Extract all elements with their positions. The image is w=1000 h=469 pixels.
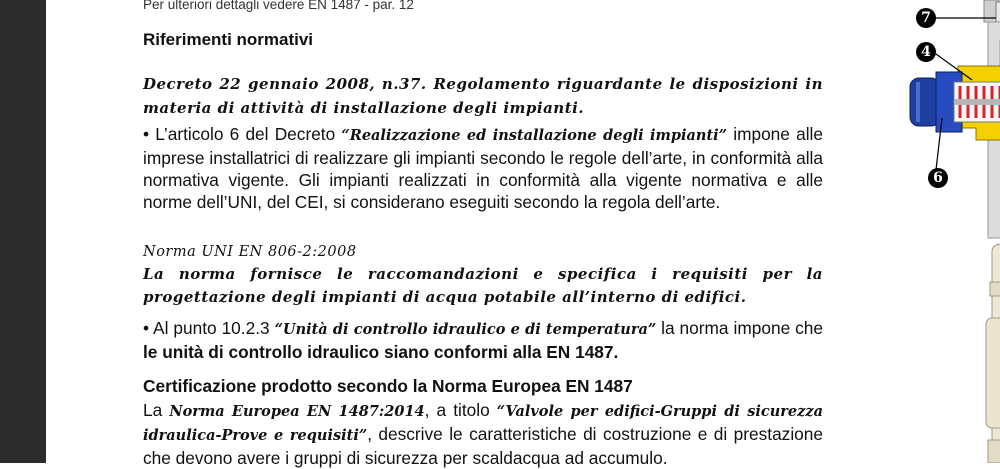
viewer-sidebar	[0, 0, 46, 463]
point-paragraph	[143, 317, 823, 363]
callout-4: 4	[916, 42, 936, 62]
article6-quote: “Realizzazione ed installazione degli impianti”	[341, 127, 728, 144]
point-mid: la norma impone che	[656, 318, 823, 338]
callout-6: 6	[928, 168, 948, 188]
valve-cutaway-drawing	[892, 0, 1000, 463]
valve-cutaway-figure	[892, 0, 1000, 463]
decree-title: Decreto 22 gennaio 2008, n.37. Regolamento riguardante le disposizioni in materia di attività di installazione degli impianti.	[143, 75, 823, 117]
document-page	[46, 0, 1000, 468]
uni-norm-description: La norma fornisce le raccomandazioni e specifica i requisiti per la progettazione degli impianti di acqua potabile all’interno di edifici.	[143, 265, 823, 306]
uni-norm-title: Norma UNI EN 806-2:2008	[143, 244, 357, 260]
cert-quote: “Valvole per edifici-Gruppi di sicurezza idraulica-Prove e requisiti”	[143, 403, 824, 444]
point-prefix: • Al punto 10.2.3	[143, 318, 275, 338]
cert-prefix: La	[143, 400, 170, 420]
callout-7: 7	[916, 8, 936, 28]
article6-suffix: impone alle imprese installatrici di realizzare gli impianti secondo le regole dell’arte, in conformità alla normativa vigente. Gli impianti realizzati in conformità alla vigente normativa e alle norme dell’UNI, del CEI, si considerano eseguiti secondo la regola dell’arte.	[143, 124, 824, 212]
article6-paragraph	[143, 123, 823, 213]
article6-prefix: • L’articolo 6 del Decreto	[143, 124, 342, 144]
point-quote: “Unità di controllo idraulico e di temperatura”	[274, 321, 657, 338]
certification-paragraph	[143, 399, 823, 469]
section-title-certification: Certificazione prodotto secondo la Norma Europea EN 1487	[143, 376, 633, 396]
cert-norm: Norma Europea EN 1487:2014	[169, 403, 425, 420]
section-title-normative: Riferimenti normativi	[143, 30, 314, 49]
cert-suffix: , descrive le caratteristiche di costruzione e di prestazione che devono avere i gruppi di sicurezza per scaldacqua ad accumulo.	[143, 424, 823, 468]
cert-mid: , a titolo	[424, 400, 497, 420]
point-bold: le unità di controllo idraulico siano conformi alla EN 1487.	[143, 342, 619, 362]
figure-caption: Per ulteriori dettagli vedere EN 1487 - par. 12	[143, 0, 414, 12]
